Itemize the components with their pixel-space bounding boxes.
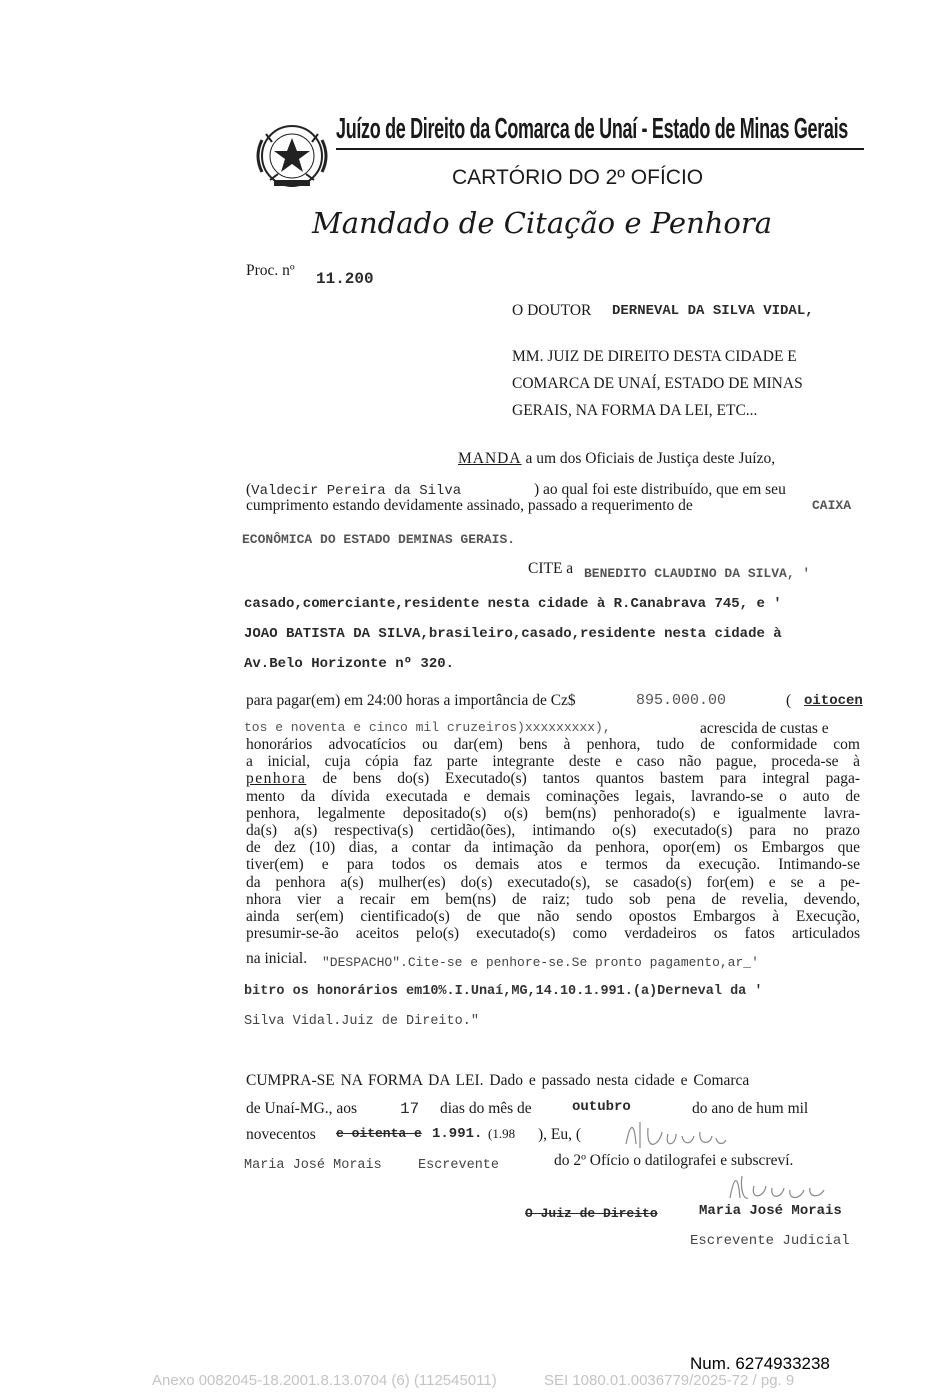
manda-keyword: MANDA [458, 450, 522, 467]
amount-words-cont: tos e noventa e cinco mil cruzeiros)xxxxxxxxx), [244, 720, 611, 735]
amount-words: oitocen [804, 693, 863, 709]
closing-line: CUMPRA-SE NA FORMA DA LEI. Dado e passado nesta cidade e Comarca [246, 1072, 750, 1089]
judge-title-line: GERAIS, NA FORMA DA LEI, ETC... [512, 402, 758, 419]
office-heading: CARTÓRIO DO 2º OFÍCIO [452, 166, 704, 189]
payment-text: acrescida de custas e [700, 720, 829, 737]
document-number: Num. 6274933238 [690, 1354, 830, 1373]
payment-line: ainda ser(em) cientificado(s) de que não sendo opostos Embargos à Execução, [246, 908, 860, 926]
penhora-keyword: penhora [246, 770, 307, 788]
clerk-name: Maria José Morais [244, 1158, 382, 1173]
payment-text: para pagar(em) em 24:00 horas a importância de Cz$ [246, 692, 576, 709]
struck-text: e oitenta e [336, 1126, 422, 1141]
despacho-line: bitro os honorários em10%.I.Unaí,MG,14.10.1.991.(a)Derneval da ' [244, 984, 763, 999]
payment-line: mento da dívida executada e demais cominações legais, lavrando-se o auto de [246, 787, 860, 805]
closing-text: de Unaí-MG., aos [246, 1100, 358, 1117]
payment-line: da(s) a(s) respectiva(s) certidão(ões), intimando o(s) executado(s) para no prazo [246, 822, 860, 840]
annex-reference: Anexo 0082045-18.2001.8.13.0704 (6) (112545011) [152, 1372, 497, 1389]
closing-text: dias do mês de [440, 1100, 532, 1117]
closing-text: ), Eu, ( [538, 1126, 582, 1143]
despacho-line: Silva Vidal.Juiz de Direito." [244, 1014, 479, 1029]
payment-line: honorários advocatícios ou dar(em) bens à penhora, tudo de conformidade com [246, 736, 860, 753]
payment-line: penhora, legalmente depositado(s) o(s) bem(ns) penhorado(s) e igualmente lavra- [246, 804, 860, 822]
defendant-details: JOAO BATISTA DA SILVA,brasileiro,casado,residente nesta cidade à [244, 626, 782, 642]
despacho-line: "DESPACHO".Cite-se e penhore-se.Se pronto pagamento,ar_' [322, 955, 759, 970]
year-hint: (1.98 [488, 1126, 516, 1141]
signatory-role: Escrevente Judicial [690, 1233, 850, 1249]
officer-name: Valdecir Pereira da Silva [251, 483, 462, 499]
payment-amount: 895.000.00 [636, 692, 727, 709]
clerk-initials-signature [620, 1114, 730, 1156]
payment-line: nhora vier a recair em bem(ns) de raiz; tudo sob pena de revelia, devendo, [246, 890, 860, 908]
closing-text: do ano de hum mil [692, 1100, 809, 1117]
closing-line: do 2º Ofício o datilografei e subscreví. [554, 1152, 794, 1169]
court-heading: Juízo de Direito da Comarca de Unaí - Estado de Minas Gerais [336, 113, 848, 145]
manda-line2: ) ao qual foi este distribuído, que em seu [534, 481, 786, 498]
month-value: outubro [572, 1099, 631, 1115]
inicial-text: na inicial. [246, 950, 308, 967]
creditor-name-cont: ECONÔMICA DO ESTADO DEMINAS GERAIS. [242, 532, 516, 547]
judge-title-line: MM. JUIZ DE DIREITO DESTA CIDADE E [512, 348, 797, 365]
signatory-name: Maria José Morais [699, 1203, 842, 1219]
defendant-details: casado,comerciante,residente nesta cidade à R.Canabrava 745, e ' [244, 596, 782, 612]
closing-text: novecentos [246, 1126, 316, 1143]
heading-rule [336, 148, 864, 150]
officer-paren: ( [246, 481, 252, 498]
payment-line: da penhora a(s) mulher(es) do(s) executado(s), se casado(s) for(em) e se a pe- [246, 873, 860, 891]
cite-label: CITE a [528, 560, 574, 577]
defendant-name: BENEDITO CLAUDINO DA SILVA, ' [584, 566, 811, 581]
judge-name: DERNEVAL DA SILVA VIDAL, [612, 303, 814, 319]
manda-line3: cumprimento estando devidamente assinado, passado a requerimento de [246, 497, 693, 514]
amount-words-paren: ( [786, 692, 792, 709]
document-title: Mandado de Citação e Penhora [312, 206, 773, 240]
judge-signature-struck: O Juiz de Direito [525, 1206, 658, 1221]
day-value: 17 [400, 1100, 420, 1118]
clerk-role: Escrevente [418, 1158, 500, 1173]
process-number: 11.200 [316, 270, 374, 288]
payment-line: a inicial, cuja cópia faz parte integrante deste e caso não pague, proceda-se à [246, 753, 860, 771]
clerk-signature [726, 1170, 836, 1206]
year-value: 1.991. [432, 1126, 483, 1142]
defendant-address: Av.Belo Horizonte nº 320. [244, 656, 455, 672]
payment-line: de dez (10) dias, a contar da intimação da penhora, opor(em) os Embargos que [246, 839, 860, 857]
coat-of-arms-icon [252, 120, 332, 192]
sei-reference: SEI 1080.01.0036779/2025-72 / pg. 9 [544, 1372, 795, 1389]
payment-line: tiver(em) e para todos os demais atos e termos da execução. Intimando-se [246, 856, 860, 874]
judge-title-line: COMARCA DE UNAÍ, ESTADO DE MINAS [512, 375, 803, 392]
judge-intro: O DOUTOR [512, 302, 592, 319]
creditor-name: CAIXA [812, 498, 852, 513]
payment-line: presumir-se-ão aceitos pelo(s) executado(s) como verdadeiros os fatos articulados [246, 925, 860, 943]
payment-paragraph [246, 736, 860, 942]
manda-text: a um dos Oficiais de Justiça deste Juízo, [525, 450, 776, 467]
process-label: Proc. nº [246, 262, 295, 279]
payment-line: de bens do(s) Executado(s) tantos quantos bastem para integral paga- [322, 770, 860, 788]
